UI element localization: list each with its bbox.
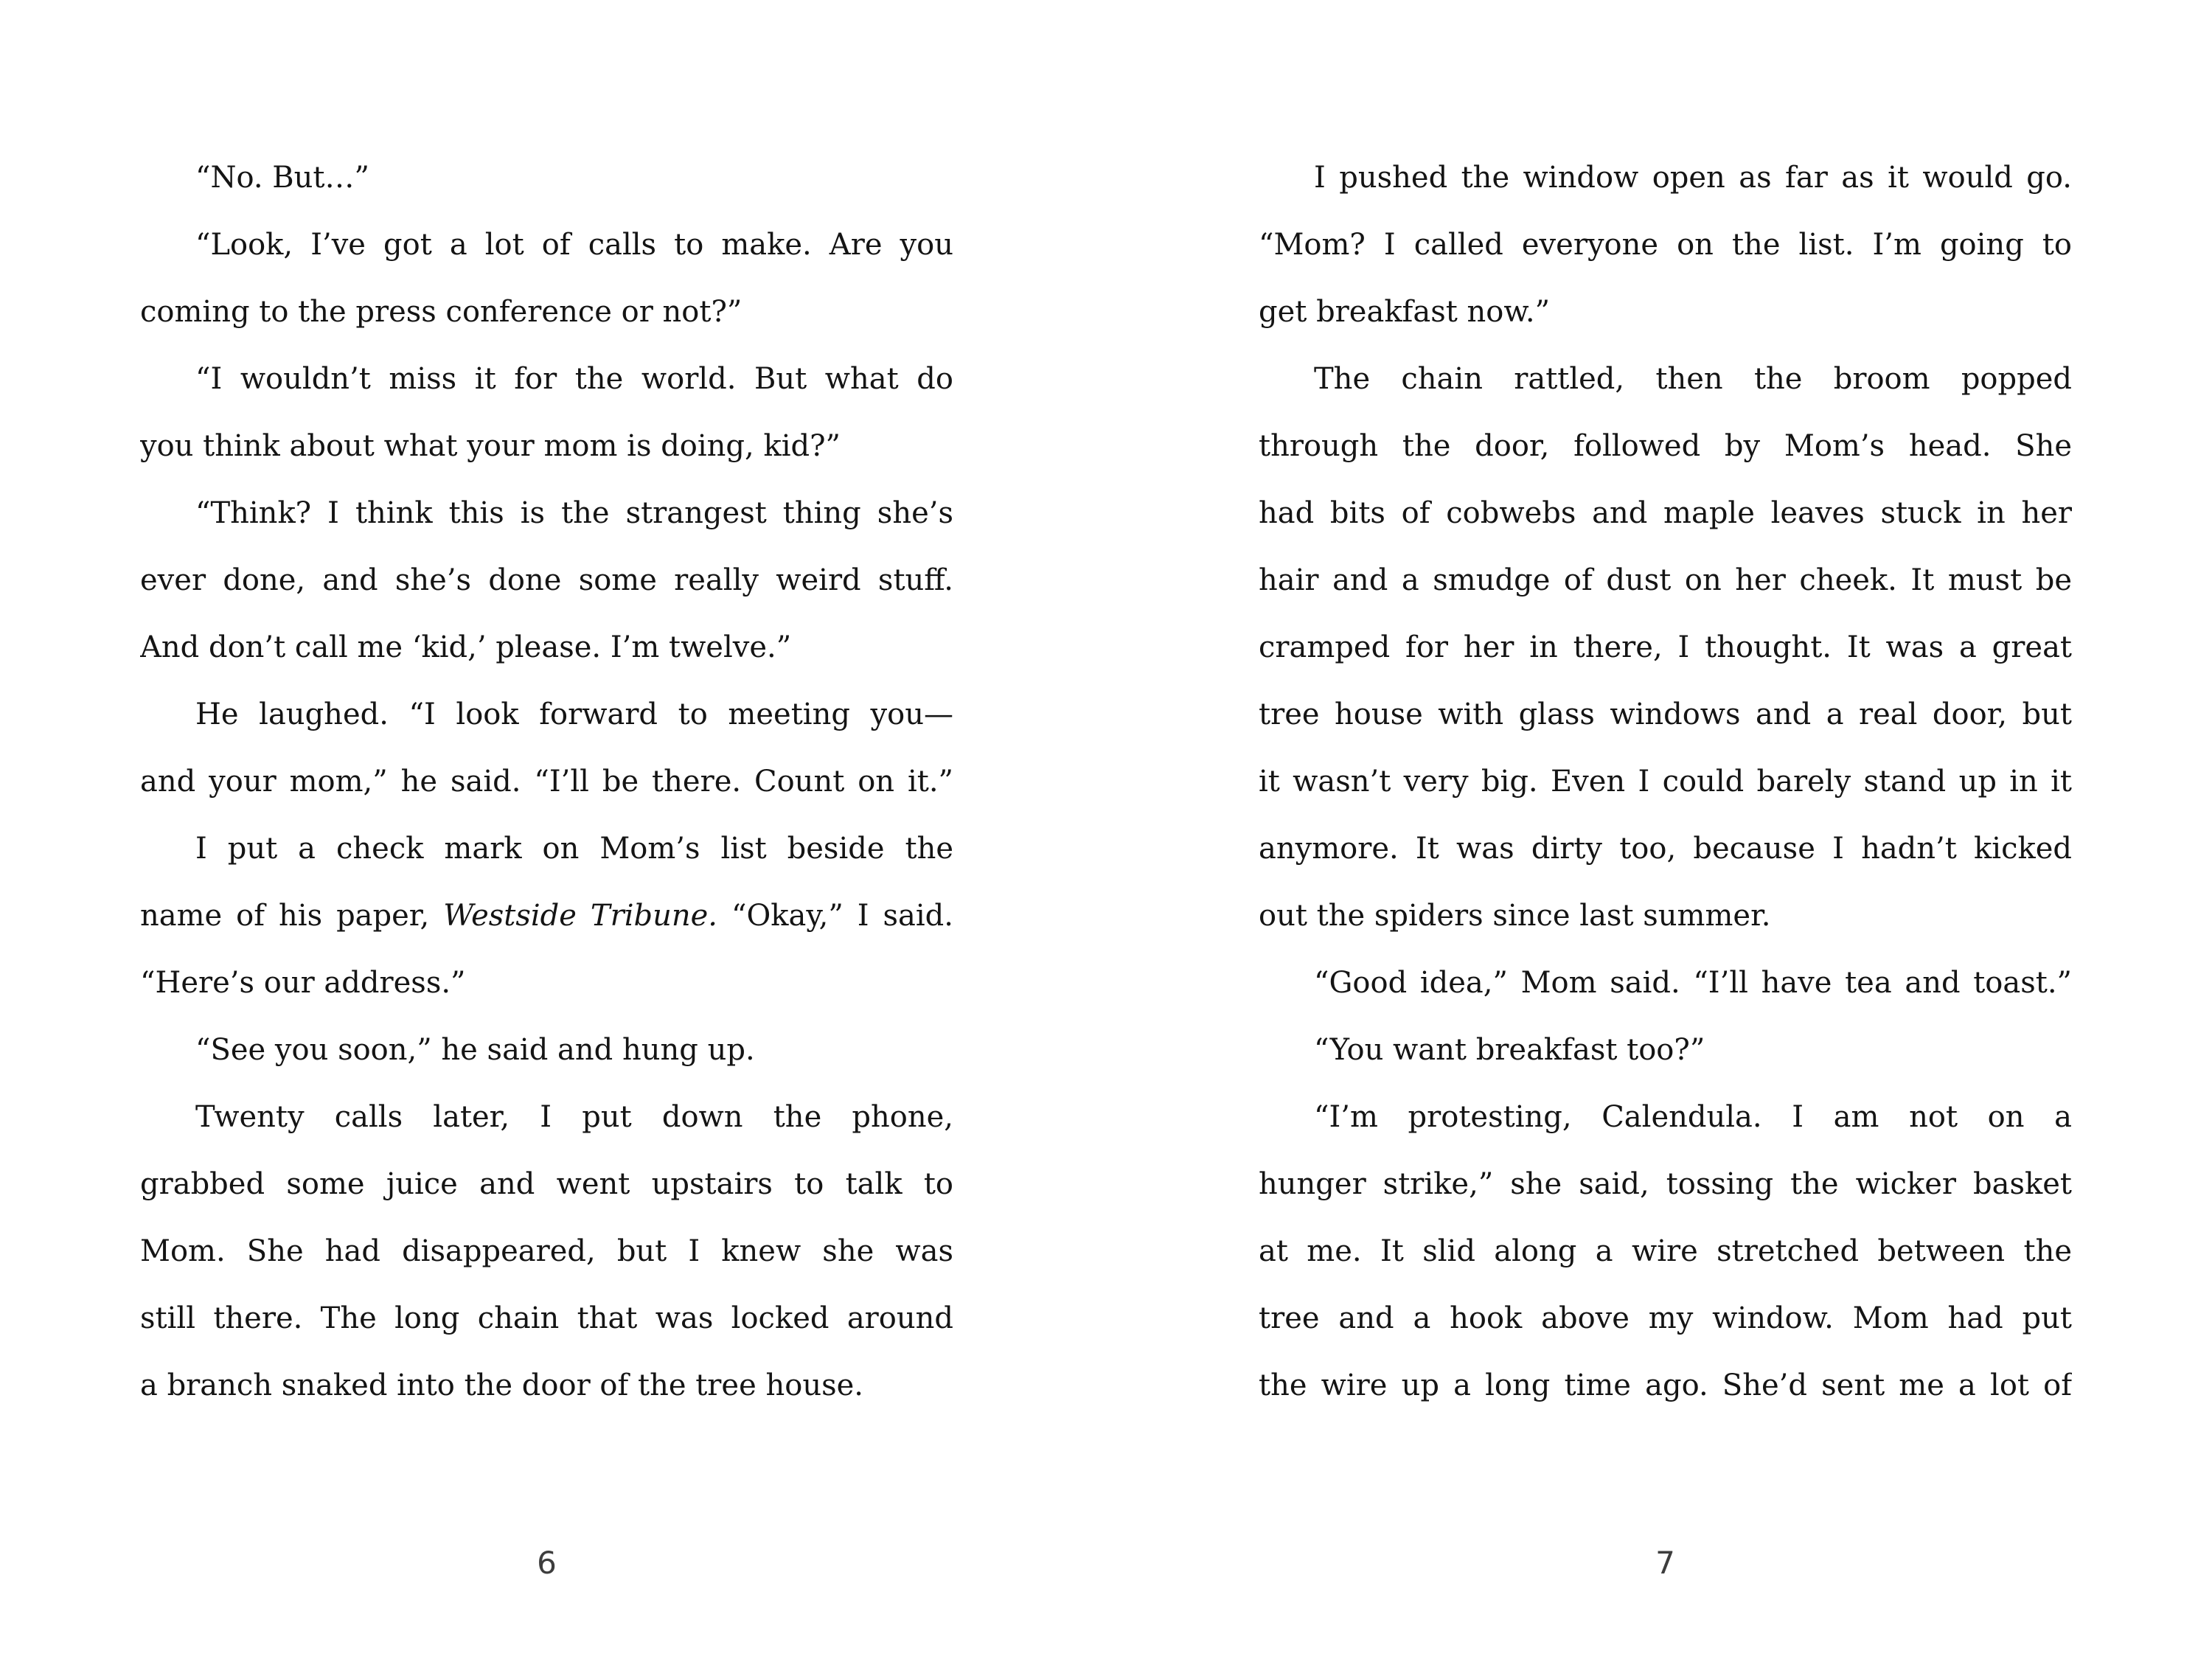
page-left-text — [140, 145, 953, 1419]
text-line: “No. But…” — [195, 161, 369, 195]
text-line: you think about what your mom is doing, kid?” — [140, 429, 841, 463]
text-line: “Think? I think this is the strangest thing she’s — [195, 496, 953, 530]
page-right — [1106, 0, 2212, 1659]
text-line: name of his paper, Westside Tribune. “Okay,” I said. — [140, 899, 953, 933]
text-line: I pushed the window open as far as it would go. — [1314, 161, 2072, 195]
text-line: “I wouldn’t miss it for the world. But what do — [195, 362, 953, 396]
text-line: “You want breakfast too?” — [1314, 1033, 1705, 1067]
text-line: And don’t call me ‘kid,’ please. I’m twelve.” — [140, 630, 792, 664]
text-line: hunger strike,” she said, tossing the wicker basket — [1259, 1167, 2072, 1201]
text-line: grabbed some juice and went upstairs to talk to — [140, 1167, 953, 1201]
text-line: tree and a hook above my window. Mom had put — [1259, 1301, 2072, 1335]
text-line: ever done, and she’s done some really weird stuff. — [140, 563, 953, 597]
text-line: “I’m protesting, Calendula. I am not on a — [1314, 1100, 2072, 1134]
page-left-number: 6 — [537, 1545, 557, 1581]
text-line: “Here’s our address.” — [140, 966, 466, 1000]
text-line: get breakfast now.” — [1259, 295, 1551, 329]
text-line: “See you soon,” he said and hung up. — [195, 1033, 755, 1067]
text-line: He laughed. “I look forward to meeting you— — [195, 698, 953, 731]
text-line: out the spiders since last summer. — [1259, 899, 1771, 933]
text-line: coming to the press conference or not?” — [140, 295, 742, 329]
text-line: anymore. It was dirty too, because I hadn’t kicked — [1259, 832, 2072, 866]
text-line: “Good idea,” Mom said. “I’ll have tea and toast.” — [1314, 966, 2072, 1000]
text-line: a branch snaked into the door of the tree house. — [140, 1368, 863, 1402]
text-line: had bits of cobwebs and maple leaves stuck in her — [1259, 496, 2072, 530]
text-line: through the door, followed by Mom’s head. She — [1259, 429, 2072, 463]
text-line: Mom. She had disappeared, but I knew she was — [140, 1234, 953, 1268]
text-line: tree house with glass windows and a real door, but — [1259, 698, 2072, 731]
text-line: The chain rattled, then the broom popped — [1314, 362, 2072, 396]
page-right-number: 7 — [1655, 1545, 1675, 1581]
text-line: hair and a smudge of dust on her cheek. It must be — [1259, 563, 2072, 597]
text-line: at me. It slid along a wire stretched between the — [1259, 1234, 2072, 1268]
text-line: the wire up a long time ago. She’d sent me a lot of — [1259, 1368, 2072, 1402]
text-line: it wasn’t very big. Even I could barely stand up in it — [1259, 765, 2072, 799]
page-right-text — [1259, 145, 2072, 1419]
text-line: Twenty calls later, I put down the phone, — [195, 1100, 953, 1134]
text-line: cramped for her in there, I thought. It was a great — [1259, 630, 2072, 664]
text-line: “Mom? I called everyone on the list. I’m going to — [1259, 228, 2072, 262]
text-line: “Look, I’ve got a lot of calls to make. Are you — [195, 228, 953, 262]
text-line: still there. The long chain that was locked around — [140, 1301, 953, 1335]
text-line: and your mom,” he said. “I’ll be there. Count on it.” — [140, 765, 953, 799]
text-line: I put a check mark on Mom’s list beside the — [195, 832, 953, 866]
